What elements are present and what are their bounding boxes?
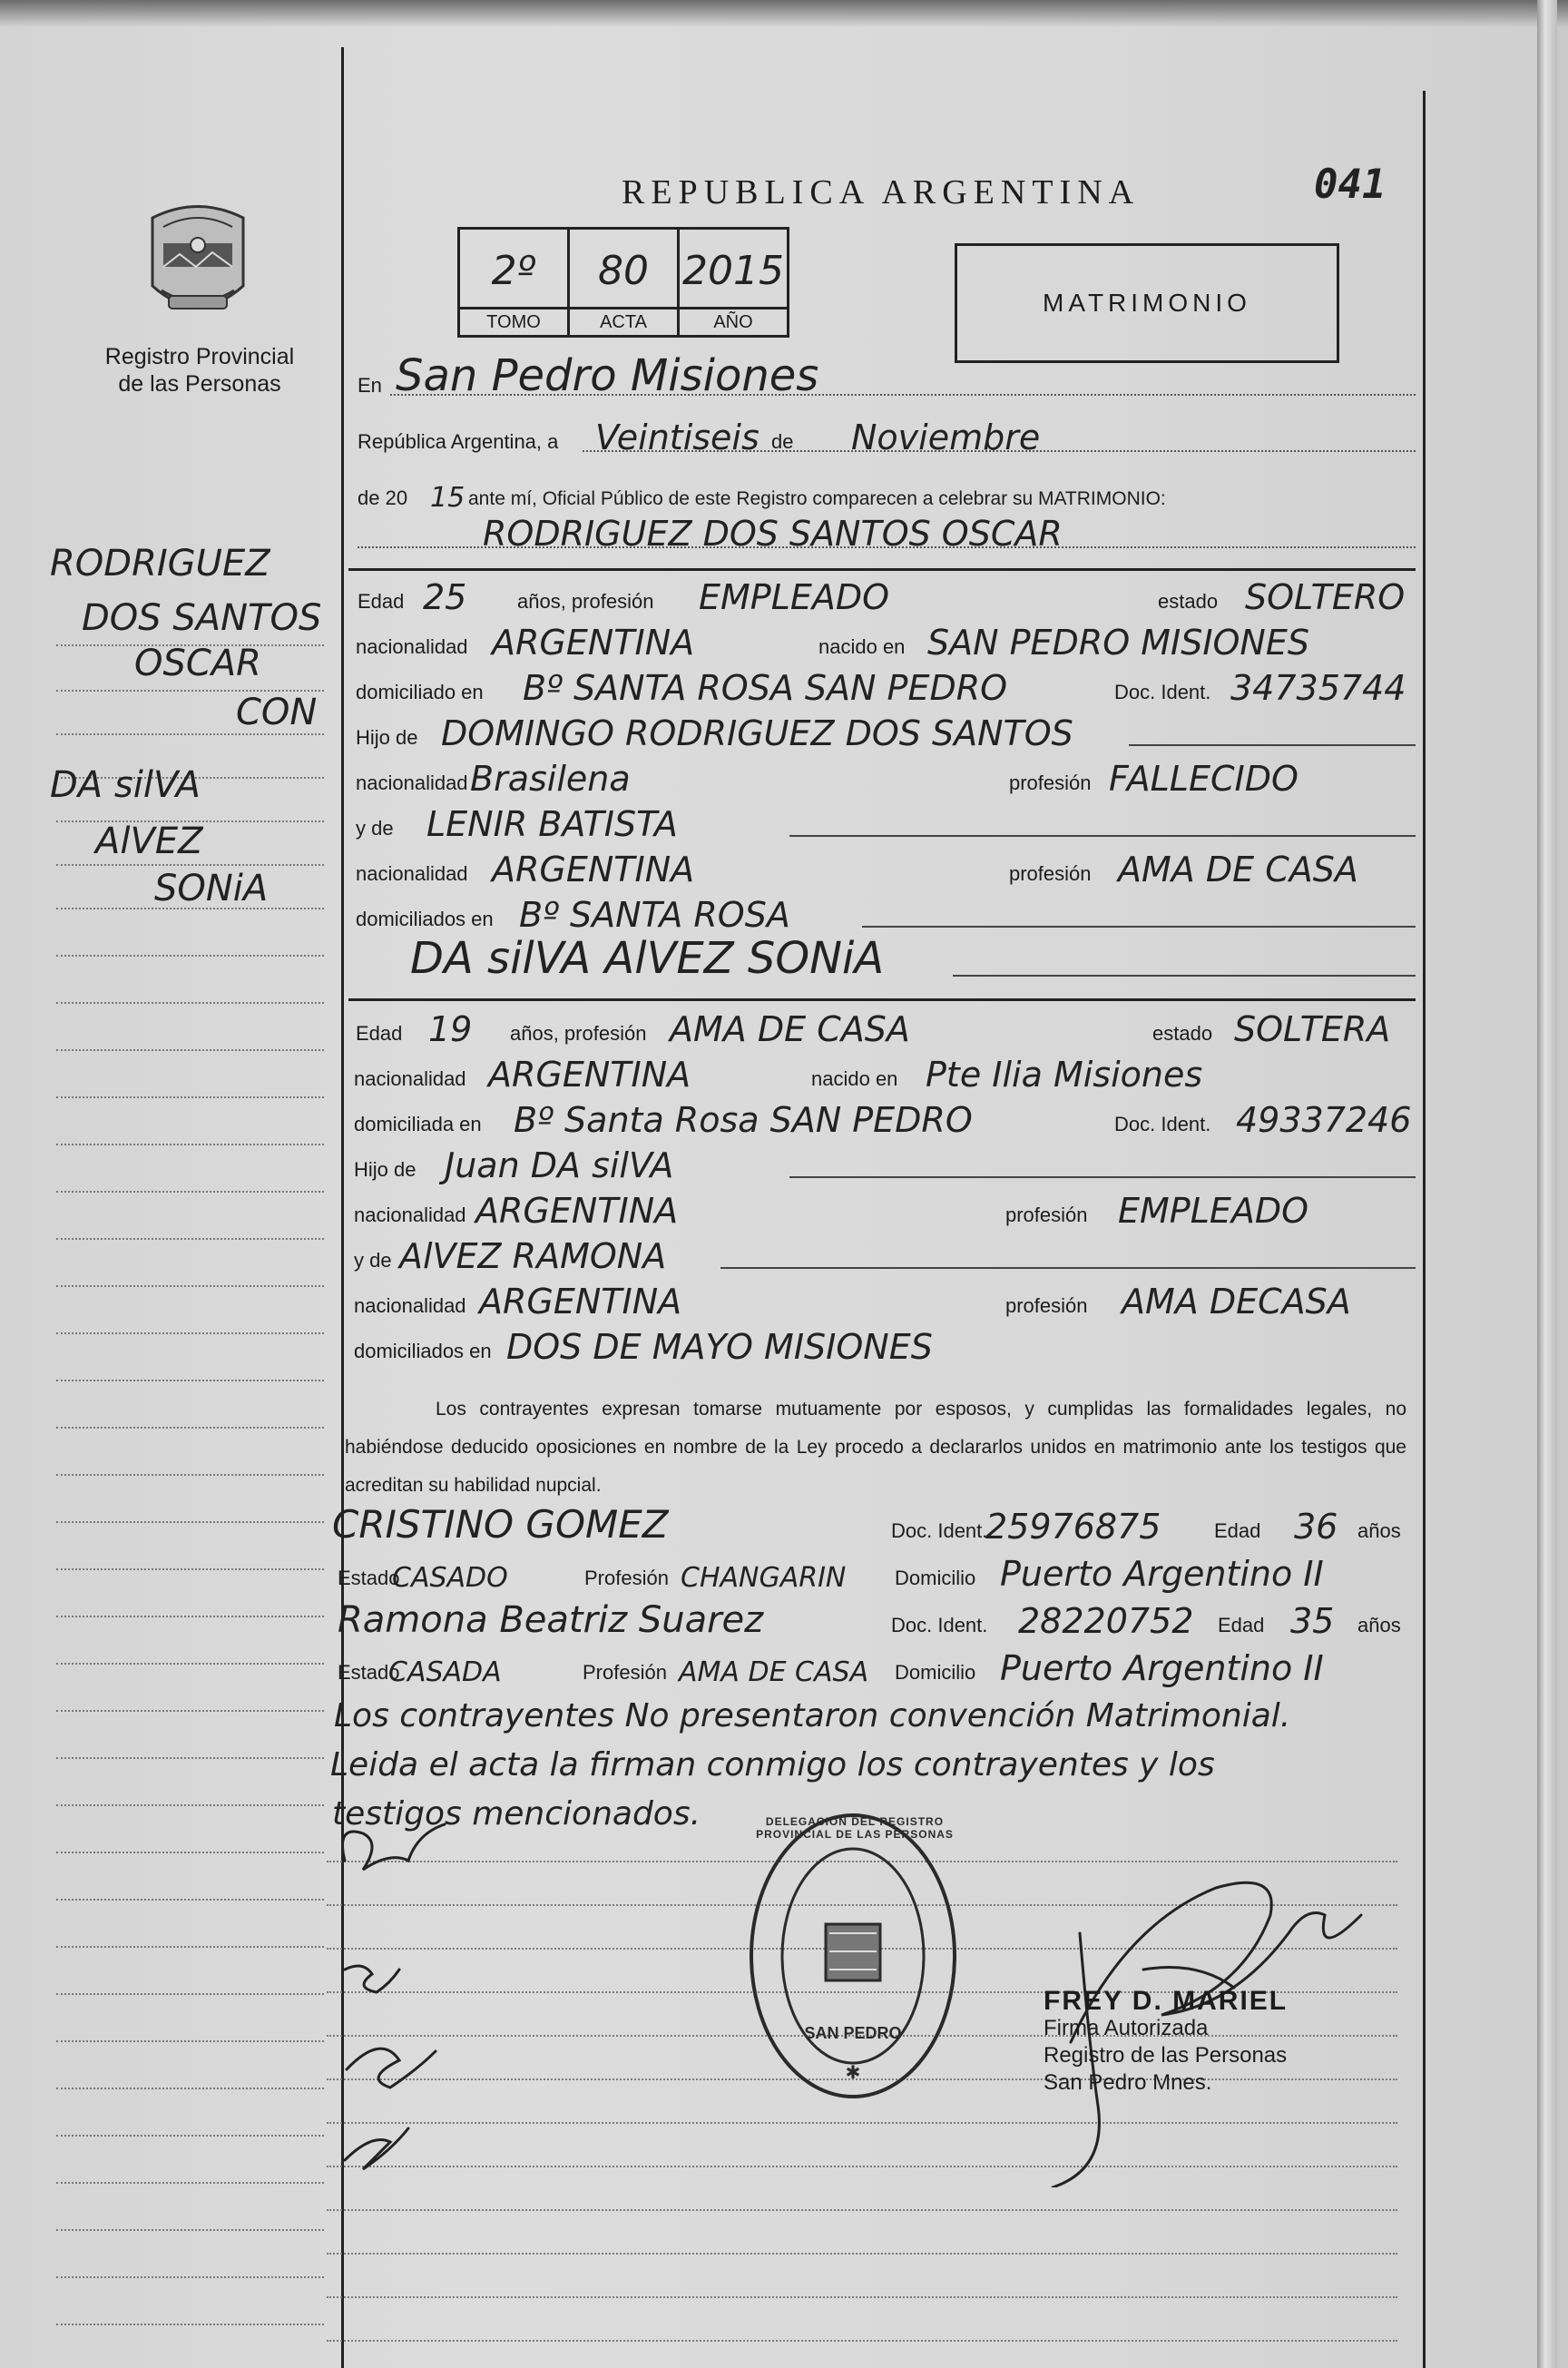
witness-2-age: 35	[1290, 1601, 1335, 1641]
y-de-label: y de	[354, 1249, 392, 1272]
groom-father-nat-row	[354, 759, 1416, 799]
nacido-label: nacido en	[811, 1067, 898, 1090]
margin-note-line: OSCAR	[134, 643, 261, 684]
groom-birthplace: SAN PEDRO MISIONES	[927, 623, 1309, 663]
groom-nationality-row	[354, 623, 1416, 663]
groom-parents-address: Bº SANTA ROSA	[519, 895, 790, 935]
bride-parents-address: DOS DE MAYO MISIONES	[506, 1327, 933, 1367]
page-edge	[1537, 0, 1557, 2368]
estado-label: estado	[1158, 590, 1219, 613]
date-row	[354, 418, 1416, 457]
nacido-label: nacido en	[818, 635, 906, 658]
bride-birthplace: Pte Ilia Misiones	[926, 1055, 1203, 1095]
bride-father-nat-row	[354, 1191, 1416, 1231]
groom-mother-profession: AMA DE CASA	[1118, 850, 1358, 889]
anio-value: 2015	[682, 248, 784, 294]
acta-cell	[570, 230, 680, 335]
nacionalidad-label: nacionalidad	[356, 771, 468, 794]
right-border	[1423, 91, 1426, 2368]
witness-2-address: Puerto Argentino II	[1000, 1648, 1324, 1688]
margin-note-line: RODRIGUEZ	[50, 543, 270, 585]
witness-2-profession: AMA DE CASA	[679, 1656, 869, 1688]
day-value: Veintiseis	[595, 418, 760, 457]
nacionalidad-label: nacionalidad	[354, 1067, 466, 1090]
declaration-text: Los contrayentes expresan tomarse mutuamente por esposos, y cumplidas las formalidades legales, no habiéndose deducido oposiciones en nombre de la Ley procedo a declararlos unidos en matrimonio ante los testigos que acreditan su habilidad nupcial.	[345, 1399, 1406, 1496]
stamp-inner-text: SAN PEDRO	[804, 2024, 902, 2042]
bride-doc: 49337246	[1236, 1100, 1412, 1140]
groom-parents-address-row	[354, 895, 1416, 935]
groom-mother: LENIR BATISTA	[426, 804, 678, 844]
svg-text:✱: ✱	[845, 2063, 861, 2083]
official-line: Registro de las Personas	[1044, 2043, 1288, 2068]
witness-2-details-row	[338, 1648, 1399, 1688]
bride-address-row	[354, 1100, 1416, 1140]
doc-label: Doc. Ident.	[1114, 1113, 1211, 1135]
bride-father-row	[354, 1145, 1416, 1185]
domicilio-label: Domicilio	[895, 1661, 976, 1684]
record-type-box: MATRIMONIO	[955, 243, 1339, 363]
anios-profesion-label: años, profesión	[517, 590, 654, 613]
witness-1-name: CRISTINO GOMEZ	[332, 1502, 669, 1547]
nacionalidad-label: nacionalidad	[356, 862, 468, 885]
margin-note-line: DA silVA	[50, 764, 201, 806]
official-signature-block	[1044, 1988, 1316, 2097]
bride-mother-nationality: ARGENTINA	[479, 1282, 682, 1322]
profesion-label: profesión	[1005, 1294, 1088, 1317]
note-line: testigos mencionados.	[332, 1795, 701, 1832]
section-divider	[348, 998, 1416, 1001]
anio-label: AÑO	[680, 307, 787, 335]
hijo-label: Hijo de	[354, 1158, 416, 1181]
margin-note-line: CON	[236, 692, 318, 733]
bride-age-row	[354, 1009, 1416, 1049]
bride-mother-row	[354, 1236, 1416, 1276]
de-label: de	[771, 430, 794, 453]
official-line: San Pedro Mnes.	[1044, 2070, 1212, 2095]
profesion-label: profesión	[1005, 1204, 1088, 1226]
bride-status: SOLTERA	[1234, 1009, 1391, 1049]
groom-age: 25	[423, 577, 467, 617]
groom-mother-nationality: ARGENTINA	[492, 850, 695, 889]
witness-1-profession: CHANGARIN	[681, 1562, 847, 1594]
nacionalidad-label: nacionalidad	[354, 1294, 466, 1317]
nacionalidad-label: nacionalidad	[356, 635, 468, 658]
bride-age: 19	[428, 1009, 473, 1049]
witness-1-details-row	[338, 1554, 1399, 1594]
official-name: FREY D. MARIEL	[1044, 1986, 1289, 2016]
acta-value: 80	[598, 248, 649, 294]
groom-name: RODRIGUEZ DOS SANTOS OSCAR	[483, 514, 1063, 554]
edad-label: Edad	[1214, 1519, 1261, 1542]
note-line: Leida el acta la firman conmigo los contrayentes y los	[330, 1746, 1215, 1783]
official-line: Firma Autorizada	[1044, 2016, 1209, 2040]
note-line: Los contrayentes No presentaron convención Matrimonial.	[334, 1697, 1291, 1734]
margin-note-line: SONiA	[154, 868, 269, 909]
section-divider	[348, 568, 1416, 571]
edad-label: Edad	[358, 590, 405, 613]
country-title: REPUBLICA ARGENTINA	[622, 173, 1141, 211]
folio-number: 041	[1314, 162, 1387, 208]
bride-mother-nat-row	[354, 1282, 1416, 1322]
edad-label: Edad	[356, 1022, 403, 1045]
hijo-label: Hijo de	[356, 726, 418, 749]
witness-2-name: Ramona Beatriz Suarez	[338, 1599, 764, 1641]
groom-father: DOMINGO RODRIGUEZ DOS SANTOS	[441, 713, 1073, 753]
estado-label: Estado	[338, 1567, 400, 1589]
groom-address: Bº SANTA ROSA SAN PEDRO	[523, 668, 1008, 708]
intro-text: ante mí, Oficial Público de este Registro comparecen a celebrar su MATRIMONIO:	[468, 488, 1166, 509]
tomo-label: TOMO	[460, 307, 567, 335]
groom-status: SOLTERO	[1245, 577, 1406, 617]
witness-2-doc: 28220752	[1018, 1601, 1194, 1641]
bride-mother-profession: AMA DECASA	[1122, 1282, 1351, 1322]
stamp-ring-text: DELEGACION DEL REGISTRO PROVINCIAL DE LAS PERSONAS	[756, 1815, 954, 1841]
bride-father-profession: EMPLEADO	[1118, 1191, 1309, 1231]
witness-1-age: 36	[1294, 1507, 1338, 1547]
month-value: Noviembre	[851, 418, 1041, 457]
domiciliado-label: domiciliado en	[356, 681, 484, 703]
bride-mother: AlVEZ RAMONA	[399, 1236, 667, 1276]
en-label: En	[358, 374, 382, 397]
estado-label: Estado	[338, 1661, 400, 1684]
anios-profesion-label: años, profesión	[510, 1022, 647, 1045]
profesion-label: Profesión	[583, 1661, 667, 1684]
anios-label: años	[1357, 1614, 1401, 1636]
y-de-label: y de	[356, 817, 394, 840]
bride-father: Juan DA silVA	[445, 1145, 674, 1185]
domiciliada-label: domiciliada en	[354, 1113, 482, 1135]
witness-1-doc: 25976875	[985, 1507, 1161, 1547]
doc-label: Doc. Ident.	[891, 1519, 988, 1542]
year-value: 15	[430, 482, 466, 514]
bride-nationality: ARGENTINA	[488, 1055, 691, 1095]
year-prefix: de 20	[358, 486, 408, 509]
tomo-cell	[460, 230, 570, 335]
year-row	[354, 474, 1416, 514]
place-row	[354, 350, 1416, 401]
estado-label: estado	[1152, 1022, 1213, 1045]
domiciliados-label: domiciliados en	[354, 1340, 492, 1362]
witness-1-status: CASADO	[392, 1562, 508, 1594]
edad-label: Edad	[1218, 1614, 1265, 1636]
republica-label: República Argentina, a	[358, 430, 559, 453]
domiciliados-label: domiciliados en	[356, 908, 494, 930]
groom-mother-row	[354, 804, 1416, 844]
domicilio-label: Domicilio	[895, 1567, 976, 1589]
registry-stamp-icon	[744, 1806, 962, 2106]
groom-age-row	[354, 577, 1416, 617]
acta-label: ACTA	[570, 307, 677, 335]
profesion-label: profesión	[1009, 862, 1092, 885]
bride-father-nationality: ARGENTINA	[475, 1191, 679, 1231]
groom-father-profession: FALLECIDO	[1109, 759, 1298, 799]
doc-label: Doc. Ident.	[891, 1614, 988, 1636]
margin-note-line: AlVEZ	[95, 820, 203, 862]
anio-cell	[680, 230, 787, 335]
bride-parents-address-row	[354, 1327, 1416, 1367]
bride-name-row	[354, 933, 1416, 984]
tomo-value: 2º	[491, 248, 536, 294]
bride-address: Bº Santa Rosa SAN PEDRO	[514, 1100, 973, 1140]
groom-nationality: ARGENTINA	[492, 623, 695, 663]
province-seal-icon	[143, 200, 252, 327]
groom-father-row	[354, 713, 1416, 753]
groom-mother-nat-row	[354, 850, 1416, 889]
bride-profession: AMA DE CASA	[670, 1009, 910, 1049]
nacionalidad-label: nacionalidad	[354, 1204, 466, 1226]
groom-name-row	[354, 514, 1416, 554]
groom-address-row	[354, 668, 1416, 708]
top-shadow	[0, 0, 1568, 27]
witness-1-address: Puerto Argentino II	[1000, 1554, 1324, 1594]
witness-2-status: CASADA	[388, 1656, 502, 1688]
doc-label: Doc. Ident.	[1114, 681, 1211, 703]
profesion-label: profesión	[1009, 771, 1092, 794]
witness-1-row	[328, 1502, 1401, 1547]
profesion-label: Profesión	[584, 1567, 669, 1589]
bride-nationality-row	[354, 1055, 1416, 1095]
groom-father-nationality: Brasilena	[470, 759, 631, 799]
place-value: San Pedro Misiones	[396, 350, 819, 401]
groom-doc: 34735744	[1230, 668, 1406, 708]
margin-note-line: DOS SANTOS	[82, 597, 322, 639]
witness-2-row	[328, 1599, 1401, 1641]
registry-name: Registro Provincial de las Personas	[104, 344, 295, 397]
groom-profession: EMPLEADO	[699, 577, 890, 617]
anios-label: años	[1357, 1519, 1401, 1542]
bride-name: DA silVA AlVEZ SONiA	[410, 933, 885, 984]
volume-record-box	[457, 227, 789, 338]
